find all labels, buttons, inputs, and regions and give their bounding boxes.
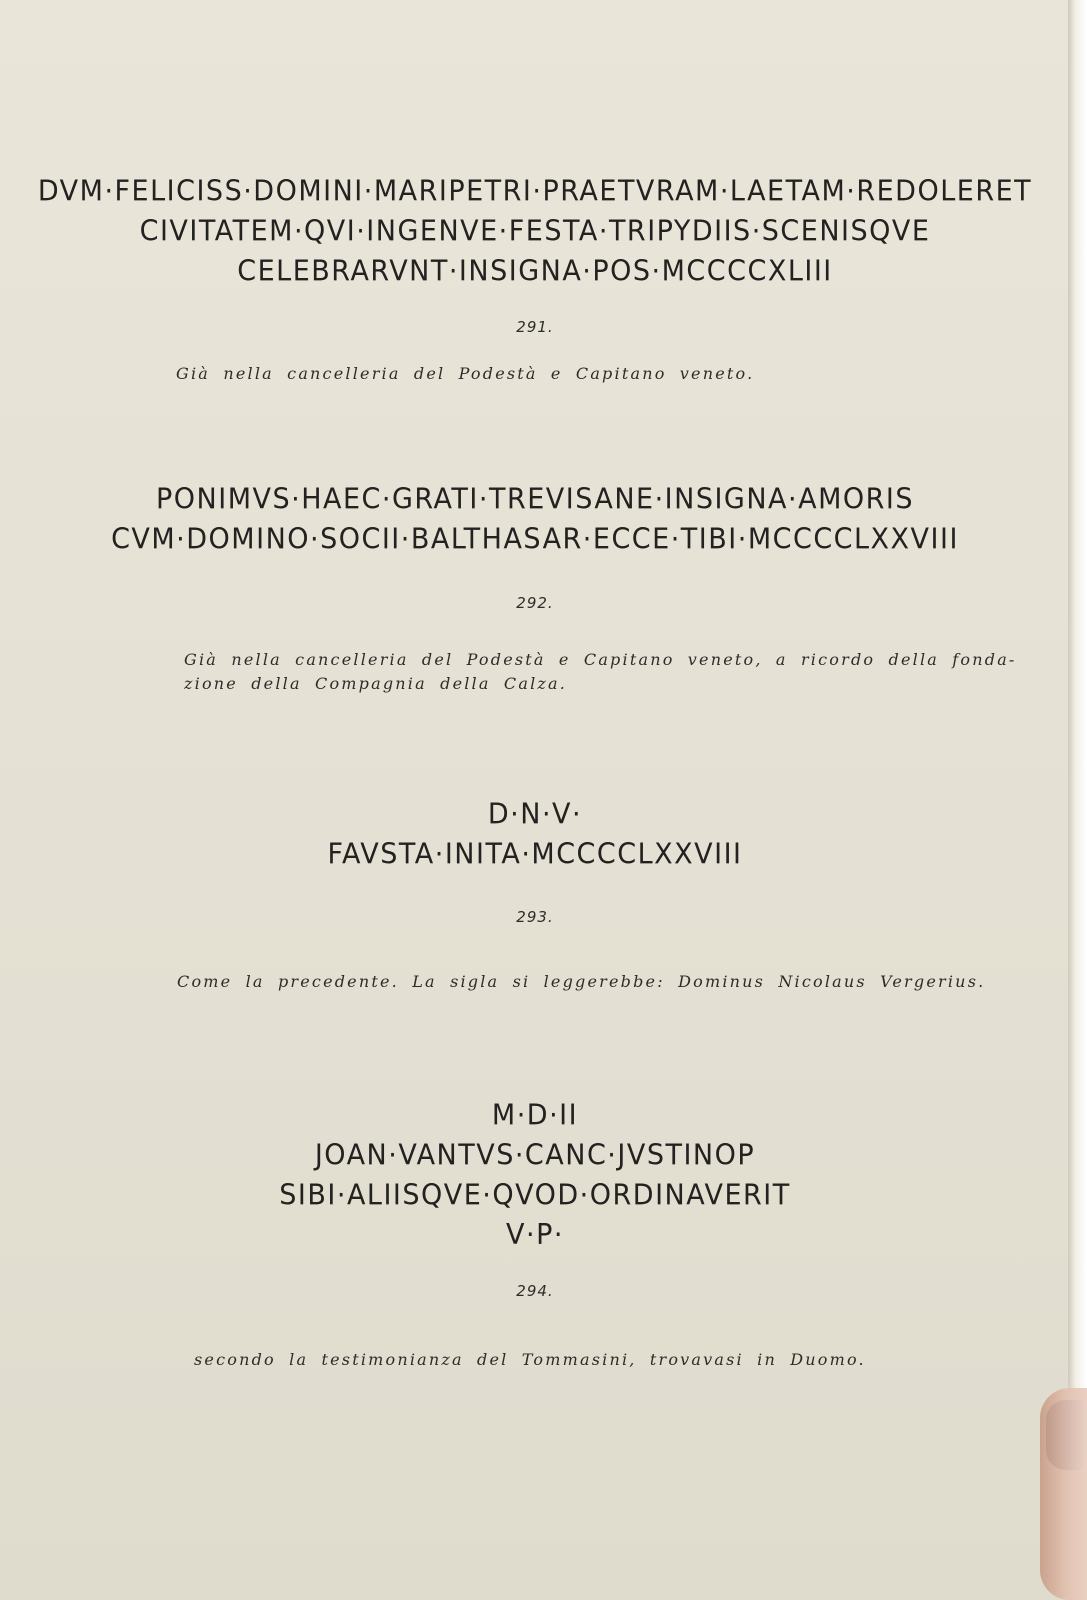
note-line: Come la precedente. La sigla si leggerebbe: Dominus Nicolaus Vergerius. <box>177 972 986 991</box>
entry-note-291 <box>176 362 754 386</box>
entry-note-294 <box>194 1348 866 1372</box>
inscription-line: V·P· <box>506 1219 564 1252</box>
thumb-nail <box>1046 1400 1086 1470</box>
inscription-294 <box>0 1096 1070 1256</box>
note-line: Già nella cancelleria del Podestà e Capitano veneto. <box>176 364 755 383</box>
inscription-line: D·N·V· <box>487 798 583 831</box>
inscription-line: JOAN·VANTVS·CANC·JVSTINOP <box>314 1139 756 1172</box>
note-line: Già nella cancelleria del Podestà e Capitano veneto, a ricordo della fonda- <box>184 650 1017 669</box>
inscription-line: M·D·II <box>491 1099 579 1132</box>
inscription-line: CVM·DOMINO·SOCII·BALTHASAR·ECCE·TIBI·MCCCCLXXVIII <box>111 523 959 556</box>
entry-number-292: 292. <box>516 594 554 612</box>
inscription-291 <box>0 172 1070 292</box>
note-line: zione della Compagnia della Calza. <box>184 674 568 693</box>
note-line: secondo la testimonianza del Tommasini, trovavasi in Duomo. <box>194 1350 866 1369</box>
inscription-292 <box>0 480 1070 560</box>
inscription-line: DVM·FELICISS·DOMINI·MARIPETRI·PRAETVRAM·LAETAM·REDOLERET <box>37 175 1033 208</box>
page-edge <box>1068 0 1087 1600</box>
inscription-line: PONIMVS·HAEC·GRATI·TREVISANE·INSIGNA·AMORIS <box>156 483 914 516</box>
inscription-line: CIVITATEM·QVI·INGENVE·FESTA·TRIPYDIIS·SCENISQVE <box>139 215 931 248</box>
inscription-293 <box>0 795 1070 875</box>
entry-note-292 <box>184 648 1017 696</box>
inscription-line: CELEBRARVNT·INSIGNA·POS·MCCCCXLIII <box>237 255 833 288</box>
entry-number-294: 294. <box>516 1282 554 1300</box>
entry-number-293: 293. <box>516 908 554 926</box>
entry-note-293 <box>177 970 985 994</box>
inscription-line: FAVSTA·INITA·MCCCCLXXVIII <box>327 838 743 871</box>
inscription-line: SIBI·ALIISQVE·QVOD·ORDINAVERIT <box>279 1179 791 1212</box>
entry-number-291: 291. <box>516 318 554 336</box>
